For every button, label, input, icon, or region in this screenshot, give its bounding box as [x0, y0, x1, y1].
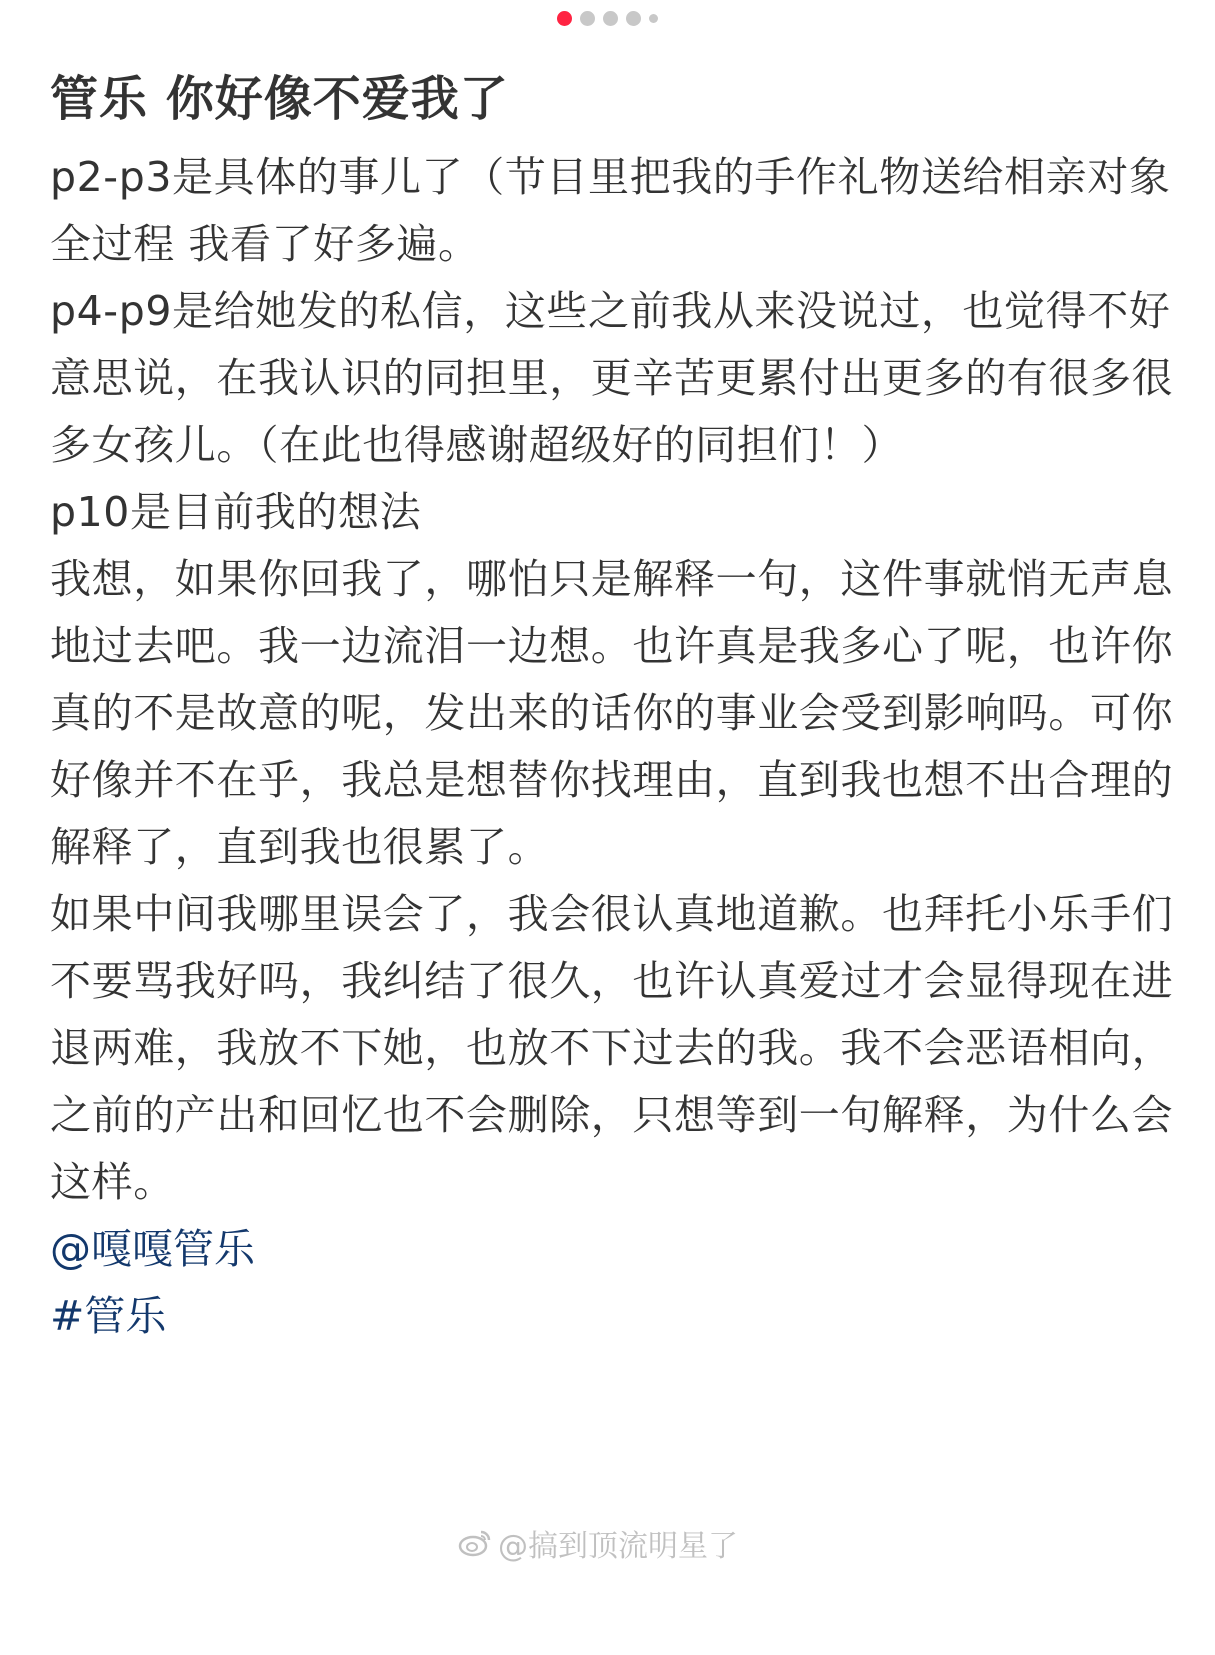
post-paragraph: 我想，如果你回我了，哪怕只是解释一句，这件事就悄无声息地过去吧。我一边流泪一边想。也许真是我多心了呢，也许你真的不是故意的呢，发出来的话你的事业会受到影响吗。可你好像并不在乎，我总是想替你找理由，直到我也想不出合理的解释了，直到我也很累了。 — [50, 555, 1174, 871]
mention-link[interactable]: @嘎嘎管乐 — [50, 1225, 255, 1273]
weibo-icon — [458, 1529, 492, 1557]
pager-dot[interactable] — [626, 11, 641, 26]
post-paragraph: 如果中间我哪里误会了，我会很认真地道歉。也拜托小乐手们不要骂我好吗，我纠结了很久，也许认真爱过才会显得现在进退两难，我放不下她，也放不下过去的我。我不会恶语相向，之前的产出和回忆也不会删除，只想等到一句解释，为什么会这样。 — [50, 890, 1174, 1206]
watermark-text: @搞到顶流明星了 — [498, 1529, 738, 1564]
post-paragraph: p10是目前我的想法 — [50, 488, 422, 536]
pager-dot[interactable] — [580, 11, 595, 26]
post-body — [50, 144, 1180, 1216]
hashtag-link[interactable]: #管乐 — [50, 1292, 167, 1340]
post-title: 管乐 你好像不爱我了 — [50, 71, 509, 127]
watermark — [458, 1523, 738, 1563]
pager-dot[interactable] — [603, 11, 618, 26]
post-paragraph: p2-p3是具体的事儿了（节目里把我的手作礼物送给相亲对象全过程 我看了好多遍。 — [50, 153, 1171, 268]
image-pager — [0, 6, 1215, 30]
pager-dot-active[interactable] — [557, 11, 572, 26]
post-content — [50, 62, 1180, 1350]
post-paragraph: p4-p9是给她发的私信，这些之前我从来没说过，也觉得不好意思说，在我认识的同担里，更辛苦更累付出更多的有很多很多女孩儿。（在此也得感谢超级好的同担们！） — [50, 287, 1174, 469]
pager-dot[interactable] — [649, 14, 658, 23]
